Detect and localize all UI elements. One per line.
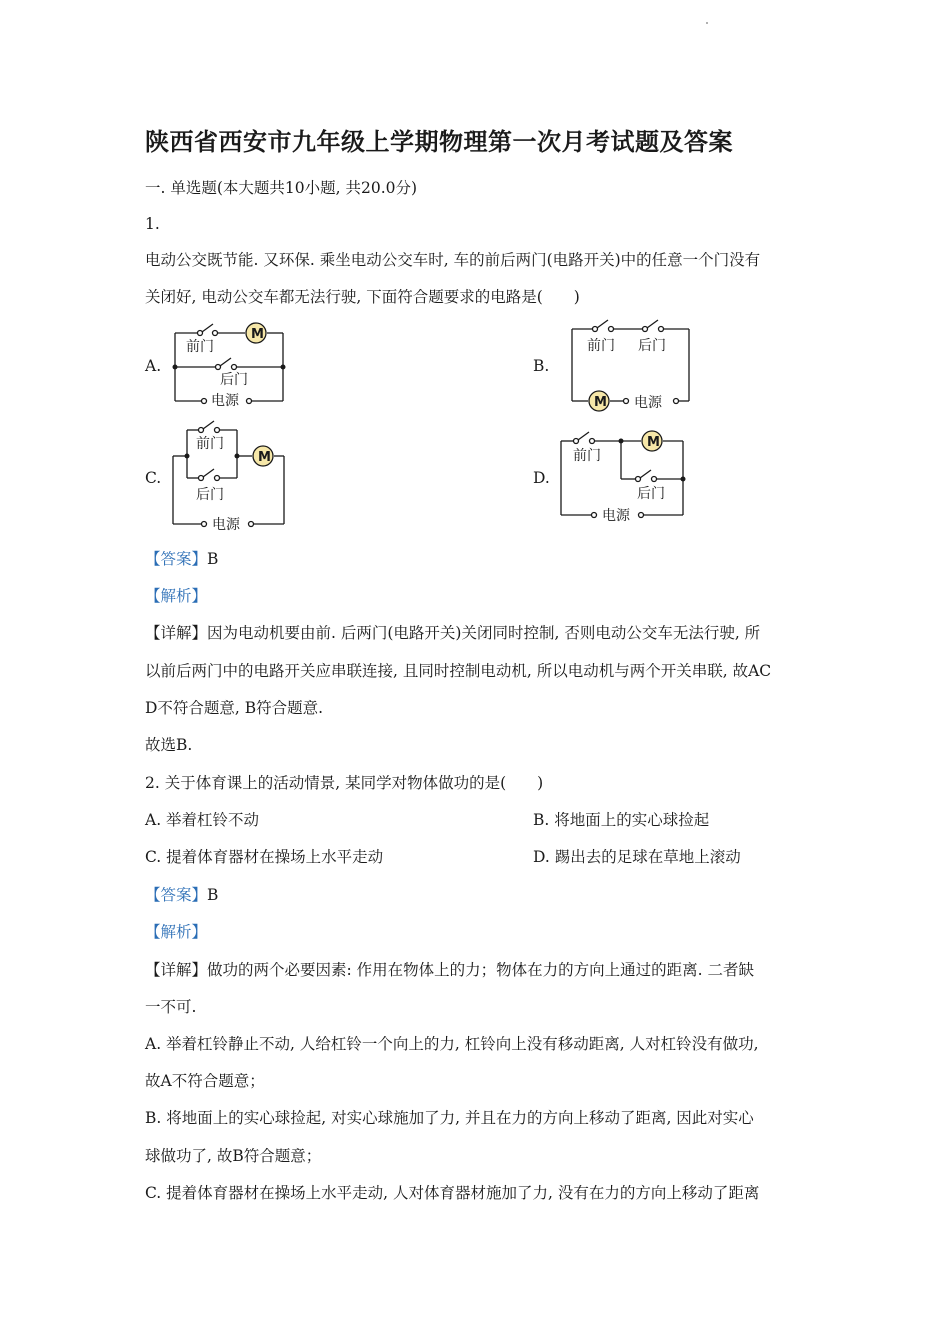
q1-option-a-label: A. <box>145 357 162 375</box>
detail-text: 做功的两个必要因素: 作用在物体上的力；物体在力的方向上通过的距离. 二者缺 <box>207 961 755 979</box>
svg-text:电源: 电源 <box>211 393 239 409</box>
q2-detail-line1 <box>145 960 754 980</box>
circuit-diagram-c <box>165 418 295 536</box>
answer-value: B <box>207 550 219 568</box>
svg-text:后门: 后门 <box>196 487 224 503</box>
q1-analysis-tag: 【解析】 <box>145 587 208 605</box>
svg-text:M: M <box>258 450 271 465</box>
q1-stem-line2: 关闭好, 电动公交车都无法行驶, 下面符合题要求的电路是( ) <box>145 288 580 306</box>
svg-text:前门: 前门 <box>196 436 224 452</box>
q1-option-b-label: B. <box>533 357 550 375</box>
q2-c-line1: C. 提着体育器材在操场上水平走动, 人对体育器材施加了力, 没有在力的方向上移动了距离 <box>145 1184 760 1202</box>
svg-text:电源: 电源 <box>212 517 240 533</box>
q1-answer <box>145 549 218 569</box>
q2-option-a: A. 举着杠铃不动 <box>145 811 260 829</box>
q1-number: 1. <box>145 215 160 233</box>
svg-text:电源: 电源 <box>602 508 630 524</box>
circuit-diagram-b <box>560 315 700 420</box>
q2-answer <box>145 885 218 905</box>
svg-text:后门: 后门 <box>637 486 665 502</box>
q1-detail-line3: D不符合题意, B符合题意. <box>145 699 324 717</box>
svg-text:前门: 前门 <box>186 339 214 355</box>
page-mark <box>706 22 708 24</box>
q1-option-c-label: C. <box>145 469 162 487</box>
q2-b-line1: B. 将地面上的实心球捡起, 对实心球施加了力, 并且在力的方向上移动了距离, 因此对实心 <box>145 1109 754 1127</box>
section-header: 一. 单选题(本大题共10小题, 共20.0分) <box>145 179 418 197</box>
svg-text:后门: 后门 <box>220 372 248 388</box>
q2-b-line2: 球做功了, 故B符合题意； <box>145 1147 322 1165</box>
circuit-diagram-a <box>165 315 300 415</box>
circuit-diagram-d <box>555 425 695 525</box>
svg-text:后门: 后门 <box>638 338 666 354</box>
svg-text:M: M <box>647 435 660 450</box>
q2-stem: 2. 关于体育课上的活动情景, 某同学对物体做功的是( ) <box>145 774 544 792</box>
svg-text:前门: 前门 <box>587 338 615 354</box>
q1-conclusion: 故选B. <box>145 736 193 754</box>
detail-text: 因为电动机要由前. 后两门(电路开关)关闭同时控制, 否则电动公交车无法行驶, 所 <box>207 624 761 642</box>
q2-option-c: C. 提着体育器材在操场上水平走动 <box>145 848 384 866</box>
answer-tag: 【答案】 <box>145 886 208 904</box>
q2-option-d: D. 踢出去的足球在草地上滚动 <box>533 848 741 866</box>
page-title: 陕西省西安市九年级上学期物理第一次月考试题及答案 <box>145 128 733 156</box>
svg-text:电源: 电源 <box>634 395 662 411</box>
q1-option-d-label: D. <box>533 469 550 487</box>
answer-value: B <box>207 886 219 904</box>
q2-detail-line2: 一不可. <box>145 998 197 1016</box>
detail-tag: 【详解】 <box>145 961 208 979</box>
svg-text:M: M <box>594 395 607 410</box>
svg-text:前门: 前门 <box>573 448 601 464</box>
svg-text:M: M <box>251 327 264 342</box>
q2-a-line2: 故A不符合题意； <box>145 1072 265 1090</box>
answer-tag: 【答案】 <box>145 550 208 568</box>
q2-option-b: B. 将地面上的实心球捡起 <box>533 811 710 829</box>
q1-detail-line2: 以前后两门中的电路开关应串联连接, 且同时控制电动机, 所以电动机与两个开关串联, 故AC <box>145 662 772 680</box>
detail-tag: 【详解】 <box>145 624 208 642</box>
q2-analysis-tag: 【解析】 <box>145 923 208 941</box>
q1-stem-line1: 电动公交既节能. 又环保. 乘坐电动公交车时, 车的前后两门(电路开关)中的任意一个门没有 <box>145 251 761 269</box>
q2-a-line1: A. 举着杠铃静止不动, 人给杠铃一个向上的力, 杠铃向上没有移动距离, 人对杠铃没有做功, <box>145 1035 759 1053</box>
q1-detail-line1 <box>145 623 760 643</box>
